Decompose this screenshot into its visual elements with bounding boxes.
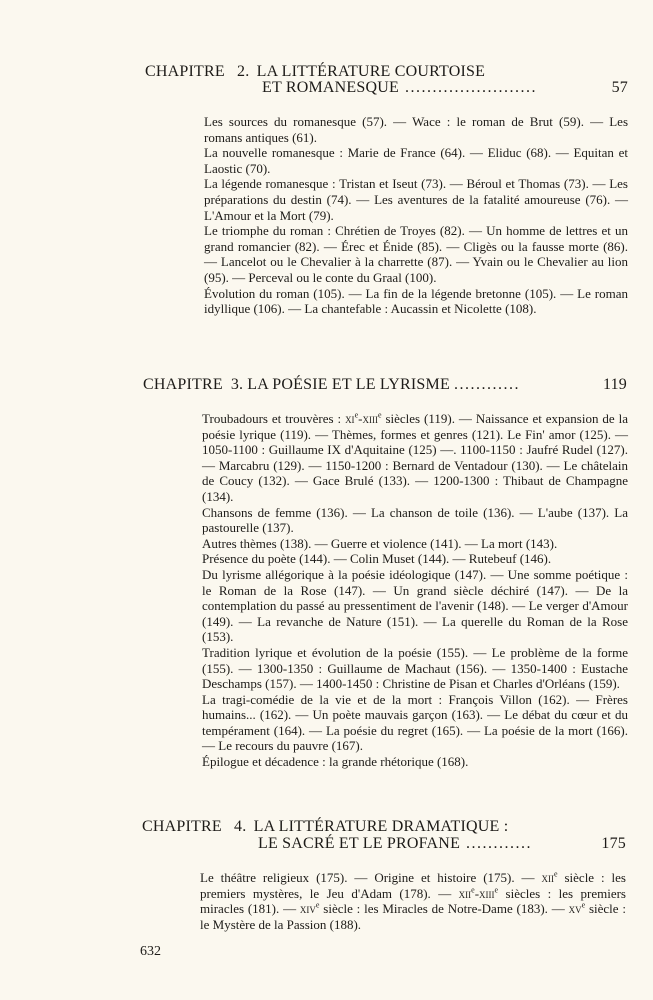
page-number: 57	[611, 79, 628, 96]
leader-dots: ........................	[404, 79, 537, 96]
chapter-label: CHAPITRE	[143, 376, 223, 393]
chapter-label: CHAPITRE	[142, 818, 222, 835]
entry-paragraph: Présence du poète (144). — Colin Muset (144). — Rutebeuf (146).	[202, 551, 552, 567]
page-number: 119	[602, 376, 627, 393]
entry-paragraph: Chansons de femme (136). — La chanson de toile (136). — L'aube (137). La pastourelle (137).	[202, 504, 628, 536]
leader-dots: ............	[466, 835, 533, 852]
entry-paragraph: Le théâtre religieux (175). — Origine et histoire (175). — xii$^e$ siècle : les premiers mystères, le Jeu d'Adam (178). — xii$^e$-xiii$^e$ siècles : les premiers miracles (181). — xiv$^e$ siècle : les Miracles de Notre-Dame (183). — $xv^e$ siècle : le Mystère de la Passion (188).	[200, 869, 626, 932]
chapter-label: CHAPITRE	[145, 63, 225, 80]
leader-dots: ............	[453, 376, 520, 393]
chapter-title-line1: LA LITTÉRATURE COURTOISE	[256, 63, 486, 80]
entry-paragraph: Du lyrisme allégorique à la poésie idéologique (147). — Une somme poétique : le Roman de la Rose (147). — Un grand siècle déchiré (147). — De la contemplation du passé au pressentiment de l'avenir (148). — Le verger d'Amour (149). — La revanche de Nature (151). — La querelle du Roman de la Rose (153).	[202, 566, 628, 645]
chapter-2-entries	[204, 114, 628, 317]
entry-paragraph: Épilogue et décadence : la grande rhétorique (168).	[202, 754, 469, 770]
chapter-number: 2.	[237, 63, 250, 80]
entry-paragraph: Le triomphe du roman : Chrétien de Troyes (82). — Un homme de lettres et un grand romancier (82). — Érec et Énide (85). — Cligès ou la fausse morte (86). — Lancelot ou le Chevalier à la charrette (87). — Yvain ou le Chevalier au lion (95). — Perceval ou le conte du Graal (100).	[204, 223, 628, 285]
chapter-4-entries	[200, 870, 626, 932]
chapter-title-line1: LA LITTÉRATURE DRAMATIQUE :	[253, 818, 509, 835]
entry-paragraph: La légende romanesque : Tristan et Iseut (73). — Béroul et Thomas (73). — Les préparations du destin (74). — Les aventures de la fatalité amoureuse (76). — L'Amour et la Mort (79).	[204, 176, 628, 223]
entry-paragraph: Troubadours et trouvères : $xi^e-xiii^e$ siècles (119). — Naissance et expansion de la poésie lyrique (119). — Thèmes, formes et genres (121). Le Fin' amor (125). — 1050-1100 : Guillaume IX d'Aquitaine (125) —. 1100-1150 : Jaufré Rudel (127). — Marcabru (129). — 1150-1200 : Bernard de Ventadour (130). — Le châtelain de Coucy (132). — Gace Brulé (133). — 1200-1300 : Thibaut de Champagne (134).	[202, 410, 628, 504]
chapter-number: 3.	[230, 376, 244, 393]
chapter-3-entries	[202, 411, 628, 770]
chapter-title-line1: LA POÉSIE ET LE LYRISME	[247, 376, 450, 393]
chapter-title-line2: ET ROMANESQUE	[262, 79, 399, 96]
entry-paragraph: Évolution du roman (105). — La fin de la légende bretonne (105). — Le roman idyllique (106). — La chantefable : Aucassin et Nicolette (108).	[204, 285, 628, 317]
page-number: 175	[601, 835, 626, 852]
chapter-title-line2: LE SACRÉ ET LE PROFANE	[258, 835, 461, 852]
chapter-number: 4.	[234, 818, 247, 835]
page-folio: 632	[140, 944, 161, 959]
entry-paragraph: Les sources du romanesque (57). — Wace : le roman de Brut (59). — Les romans antiques (61).	[204, 114, 628, 145]
entry-paragraph: Tradition lyrique et évolution de la poésie (155). — Le problème de la forme (155). — 1300-1350 : Guillaume de Machaut (156). — 1350-1400 : Eustache Deschamps (157). — 1400-1450 : Christine de Pisan et Charles d'Orléans (159).	[202, 644, 628, 692]
entry-paragraph: La nouvelle romanesque : Marie de France (64). — Eliduc (68). — Equitan et Laostic (70).	[204, 145, 628, 176]
entry-paragraph: La tragi-comédie de la vie et de la mort : François Villon (162). — Frères humains... (162). — Un poète mauvais garçon (163). — Le débat du cœur et du tempérament (164). — La poésie du regret (165). — La poésie de la mort (166). — Le recours du pauvre (167).	[202, 691, 628, 754]
entry-paragraph: Autres thèmes (138). — Guerre et violence (141). — La mort (143).	[202, 535, 558, 551]
